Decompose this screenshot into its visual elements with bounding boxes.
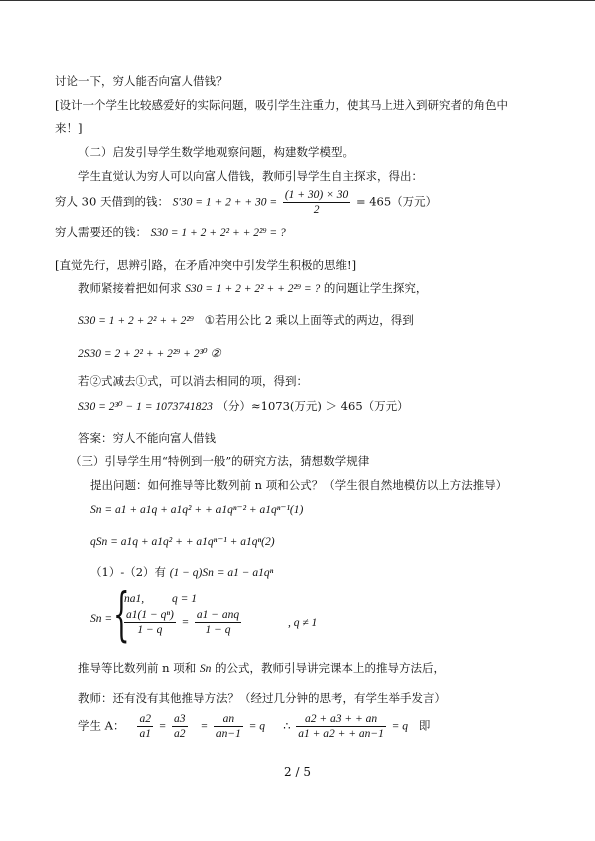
case-two (122, 608, 243, 637)
fraction-numerator: a2 + a3 + + an (296, 712, 386, 727)
fraction-denominator: a2 (174, 728, 186, 740)
line-label: 穷人 30 天借到的钱： (55, 194, 169, 209)
equals-sign: = (158, 720, 167, 733)
fraction-numerator: an (214, 712, 243, 727)
fraction (195, 608, 241, 637)
text-span: 的问题让学生探究， (323, 281, 428, 295)
text-line (55, 188, 437, 217)
section-heading: （三）引导学生用“特例到一般”的研究方法，猜想数学规律 (70, 454, 370, 468)
fraction (124, 608, 176, 637)
case-condition: q = 1 (172, 593, 198, 605)
formula: Sn (199, 663, 212, 675)
top-rule (0, 0, 595, 1)
text-span: 教师紧接着把如何求 (78, 281, 182, 295)
line-label: 穷人需要还的钱： (55, 225, 147, 239)
formula: S30 = 1 + 2 + 2² + + 2²⁹ (78, 315, 194, 327)
formula: S30 = 1 + 2 + 2² + + 2²⁹ = ? (150, 227, 286, 239)
fraction (283, 188, 350, 217)
text-line: 教师：还有没有其他推导方法？（经过几分钟的思考，有学生举手发言） (78, 691, 446, 705)
piecewise-lhs: Sn = (90, 613, 113, 625)
fraction-numerator: (1 + 30) × 30 (284, 189, 349, 201)
fraction-denominator: 1 − q (205, 624, 231, 636)
fraction-denominator: an−1 (215, 728, 241, 740)
text-line (78, 712, 430, 741)
text-line (78, 312, 414, 329)
text-line: 讨论一下，穷人能否向富人借钱？ (55, 74, 228, 88)
case-condition: , q ≠ 1 (288, 617, 318, 629)
text-span: ①若用公比 2 乘以上面等式的两边，得到 (204, 313, 414, 327)
text-span: 即 (418, 718, 431, 733)
formula: (1 − q)Sn = a1 − a1qⁿ (169, 567, 274, 579)
therefore-symbol: ∴ (283, 718, 291, 733)
fraction-denominator: a1 + a2 + + an−1 (298, 728, 384, 740)
page-number: 2 / 5 (284, 765, 311, 779)
fraction-numerator: a1 − anq (196, 609, 240, 621)
text-line (78, 660, 445, 677)
formula: 2S30 = 2 + 2² + + 2²⁹ + 2³⁰ ② (78, 348, 221, 360)
fraction (172, 712, 188, 741)
formula: = q (391, 720, 408, 733)
fraction-denominator: a1 (139, 728, 151, 740)
text-span: （1）-（2）有 (90, 565, 167, 579)
text-line: 若②式减去①式，可以消去相同的项，得到： (78, 374, 308, 388)
text-line (90, 533, 275, 550)
text-line (78, 280, 427, 297)
fraction-denominator: 2 (313, 204, 320, 216)
formula: = 465（万元） (355, 194, 438, 209)
text-span: 推导等比数列前 n 项和 (78, 661, 197, 675)
fraction (137, 712, 153, 741)
fraction (214, 712, 243, 741)
text-line: 学生直觉认为穷人可以向富人借钱，教师引导学生自主探求，得出： (78, 169, 423, 183)
fraction-numerator: a3 (174, 713, 186, 725)
formula: S30 = 2³⁰ − 1 = 1073741823 (78, 401, 213, 413)
formula: S30 = 1 + 2 + 2² + + 2²⁹ = ? (185, 283, 321, 295)
text-line: 来！] (55, 121, 83, 135)
fraction-denominator: 1 − q (137, 624, 163, 636)
speaker-label: 学生 A： (78, 718, 125, 733)
fraction-numerator: a2 (139, 713, 151, 725)
text-line (78, 345, 221, 362)
text-line: 提出问题：如何推导等比数列前 n 项和公式？（学生很自然地模仿以上方法推导） (90, 478, 508, 492)
fraction-numerator: a1(1 − qⁿ) (126, 609, 174, 621)
formula: = q (248, 720, 265, 733)
text-line (90, 564, 273, 581)
text-line: 答案：穷人不能向富人借钱 (78, 431, 216, 445)
text-span: （分）≈1073(万元) ＞ 465（万元） (216, 399, 409, 413)
formula: qSn = a1q + a1q² + + a1qⁿ⁻¹ + a1qⁿ(2) (90, 536, 275, 548)
equals-sign: = (181, 616, 190, 629)
formula: S′30 = 1 + 2 + + 30 = (172, 196, 278, 209)
case-value: na1, (124, 593, 145, 605)
text-line: [设计一个学生比较感爱好的实际问题，吸引学生注重力，使其马上进入到研究者的角色中 (55, 98, 508, 112)
fraction (296, 712, 386, 741)
text-line (78, 398, 409, 415)
text-span: 的公式，教师引导讲完课本上的推导方法后， (215, 661, 446, 675)
text-line: [直觉先行，思辨引路，在矛盾冲突中引发学生积极的思维!] (55, 258, 357, 272)
equals-sign: = (200, 720, 209, 733)
left-brace: { (113, 580, 130, 648)
text-line (90, 501, 303, 518)
formula: Sn = a1 + a1q + a1q² + + a1qⁿ⁻² + a1qⁿ⁻¹(1) (90, 504, 304, 516)
section-heading: （二）启发引导学生数学地观察问题，构建数学模型。 (78, 145, 354, 159)
text-line (55, 224, 286, 241)
